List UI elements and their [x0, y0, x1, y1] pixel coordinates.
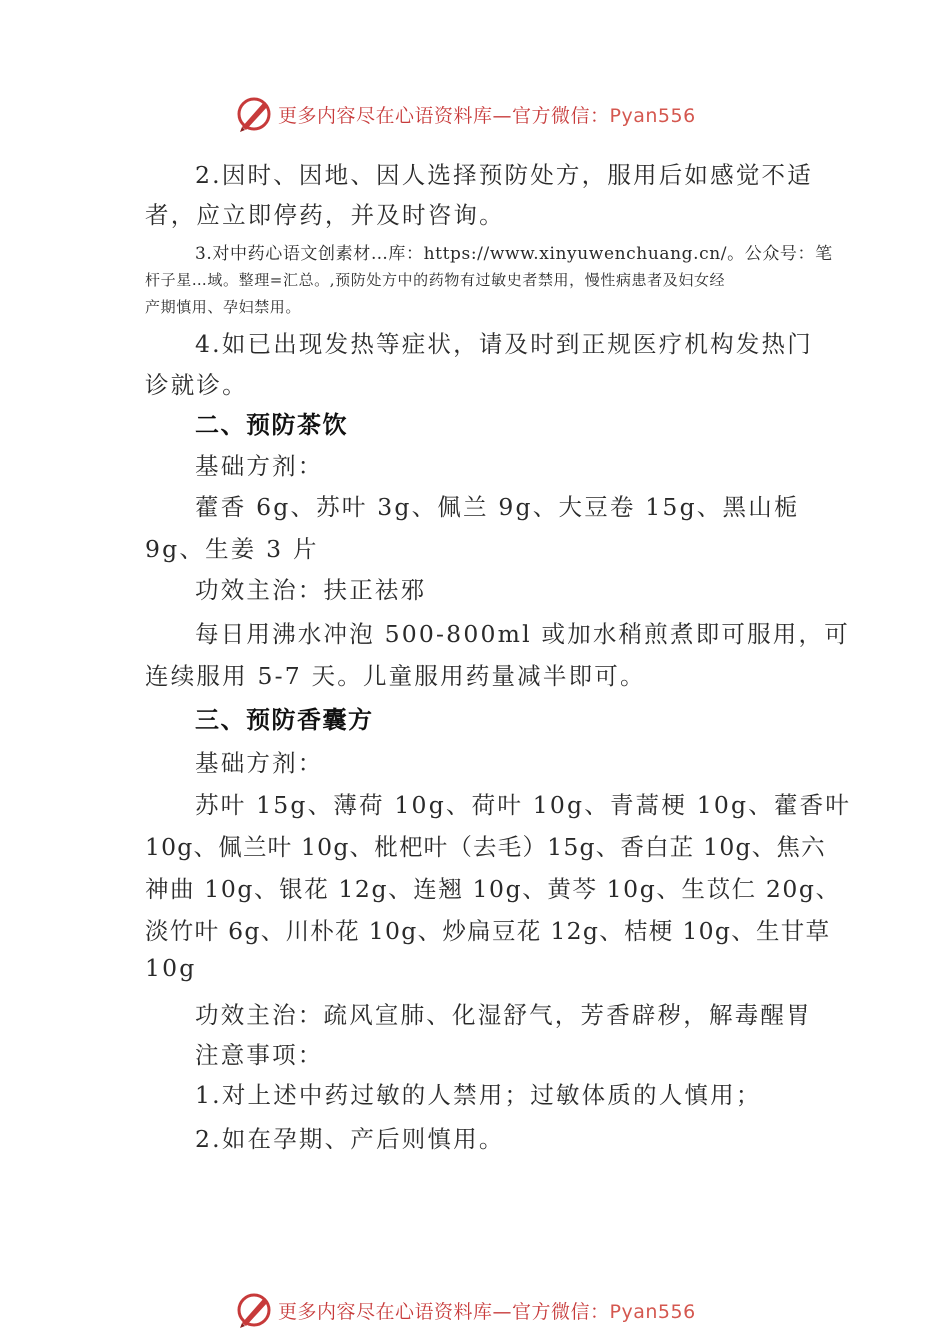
paragraph-2-line-2: 者，应立即停药，并及时咨询。 [145, 201, 505, 229]
section-3-base-label: 基础方剂： [195, 749, 324, 777]
section-3-formula-line-1: 苏叶 15g、薄荷 10g、荷叶 10g、青蒿梗 10g、藿香叶 [195, 791, 852, 819]
section-2-usage-line-2: 连续服用 5-7 天。儿童服用药量减半即可。 [145, 662, 646, 690]
section-3-formula-line-4: 淡竹叶 6g、川朴花 10g、炒扁豆花 12g、桔梗 10g、生甘草 [145, 917, 831, 945]
section-3-note-1: 1.对上述中药过敏的人禁用；过敏体质的人慎用； [195, 1081, 762, 1109]
section-3-formula-line-5: 10g [145, 954, 197, 982]
paragraph-4-line-2: 诊就诊。 [145, 371, 248, 399]
paragraph-4-line-1: 4.如已出现发热等症状，请及时到正规医疗机构发热门 [195, 330, 813, 358]
section-2-base-label: 基础方剂： [195, 452, 324, 480]
section-3-heading: 三、预防香囊方 [195, 706, 374, 734]
section-3-formula-line-2: 10g、佩兰叶 10g、枇杷叶（去毛）15g、香白芷 10g、焦六 [145, 833, 826, 861]
watermark-text: 更多内容尽在心语资料库—官方微信： [278, 104, 610, 127]
section-3-notes-label: 注意事项： [195, 1041, 324, 1069]
section-2-formula-line-2: 9g、生姜 3 片 [145, 535, 319, 563]
pen-logo-icon [234, 1290, 274, 1330]
section-2-heading: 二、预防茶饮 [195, 411, 348, 439]
paragraph-2-line-1: 2.因时、因地、因人选择预防处方，服用后如感觉不适 [195, 161, 813, 189]
section-2-formula-line-1: 藿香 6g、苏叶 3g、佩兰 9g、大豆卷 15g、黑山栀 [195, 493, 800, 521]
watermark-banner-bottom [234, 1290, 754, 1330]
pen-logo-icon [234, 94, 274, 134]
watermark-wechat-id: Pyan556 [609, 104, 696, 127]
section-3-effect: 功效主治：疏风宣肺、化湿舒气，芳香辟秽，解毒醒胃 [195, 1001, 812, 1029]
watermark-banner-top [234, 94, 754, 134]
section-3-note-2: 2.如在孕期、产后则慎用。 [195, 1125, 505, 1153]
section-2-usage-line-1: 每日用沸水冲泡 500-800ml 或加水稍煎煮即可服用，可 [195, 620, 850, 648]
paragraph-3-line-2: 杆子星…域。整理=汇总。,预防处方中的药物有过敏史者禁用，慢性病患者及妇女经 [145, 271, 726, 289]
paragraph-3-line-3: 产期慎用、孕妇禁用。 [145, 298, 302, 316]
watermark-wechat-id: Pyan556 [609, 1300, 696, 1323]
paragraph-3-line-1: 3.对中药心语文创素材…库：https://www.xinyuwenchuang.cn/。公众号：笔 [195, 244, 833, 264]
section-3-formula-line-3: 神曲 10g、银花 12g、连翘 10g、黄芩 10g、生苡仁 20g、 [145, 875, 841, 903]
section-2-effect: 功效主治：扶正祛邪 [195, 576, 427, 604]
watermark-text: 更多内容尽在心语资料库—官方微信： [278, 1300, 610, 1323]
